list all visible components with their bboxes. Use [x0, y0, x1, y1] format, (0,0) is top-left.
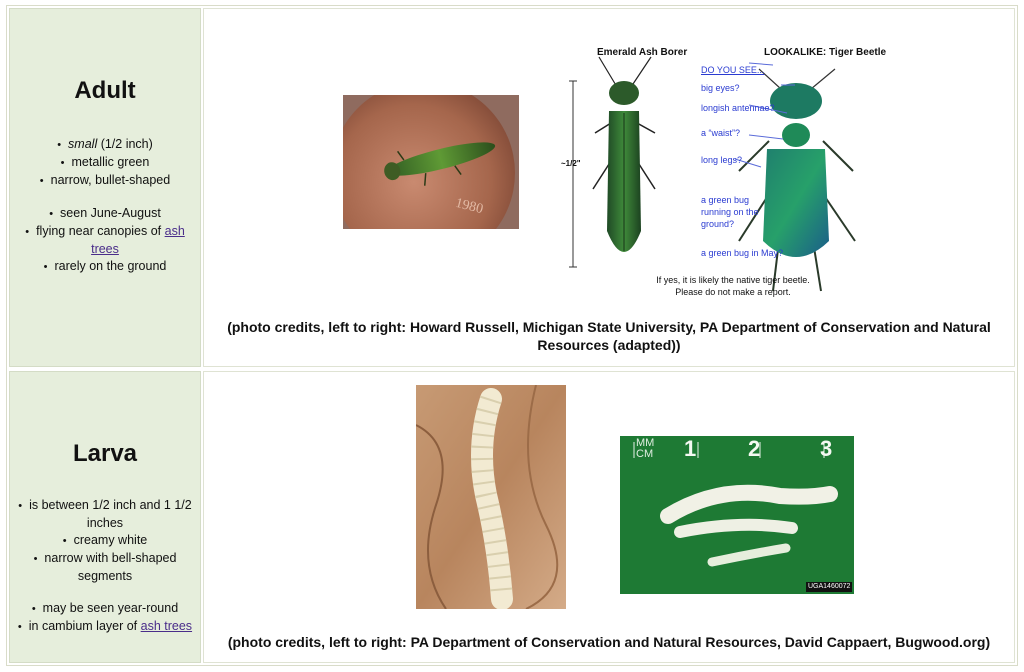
- question-green-bug-running-3: ground?: [701, 219, 735, 229]
- adult-sidebar: [9, 8, 201, 367]
- ruler-number-3: 3: [820, 436, 833, 461]
- list-item: • rarely on the ground: [10, 258, 200, 276]
- list-item: • seen June-August: [10, 205, 200, 223]
- adult-on-penny-photo: [343, 95, 519, 229]
- beetle-comparison-diagram: [559, 41, 899, 303]
- list-item: • creamy white: [10, 532, 200, 550]
- list-item: • flying near canopies of ash trees: [10, 223, 200, 258]
- larva-row: [7, 369, 1017, 665]
- photo-id-tag: UGA1460072: [808, 583, 851, 590]
- list-item: • is between 1/2 inch and 1 1/2 inches: [10, 497, 200, 532]
- question-long-legs: long legs?: [701, 155, 743, 165]
- diagram-title-tiger-beetle: LOOKALIKE: Tiger Beetle: [764, 47, 887, 58]
- question-waist: a “waist”?: [701, 128, 741, 138]
- larva-facts-list: [10, 497, 200, 636]
- ash-trees-link[interactable]: ash trees: [91, 224, 185, 256]
- ruler-mm: MM: [636, 437, 655, 449]
- larvae-on-ruler-photo: [620, 436, 854, 594]
- diagram-title-emerald-ash-borer: Emerald Ash Borer: [597, 47, 688, 58]
- list-item: • may be seen year-round: [10, 600, 200, 618]
- question-antennae: longish antennae?: [701, 103, 775, 113]
- ash-trees-link[interactable]: ash trees: [140, 619, 193, 633]
- adult-row: [7, 6, 1017, 369]
- list-item: • metallic green: [10, 154, 200, 172]
- diagram-note-2: Please do not make a report.: [675, 287, 791, 297]
- do-you-see-heading: DO YOU SEE...: [701, 65, 765, 75]
- ruler-number-2: 2: [748, 436, 761, 461]
- larva-in-bark-photo: [416, 385, 566, 609]
- larva-photos-cell: [203, 371, 1015, 663]
- larva-heading: Larva: [72, 440, 138, 467]
- list-item: • narrow with bell-shaped segments: [10, 550, 200, 585]
- penny-year: 1980: [453, 195, 485, 218]
- ruler-number-1: 1: [684, 436, 697, 461]
- list-item: • in cambium layer of ash trees: [10, 618, 200, 636]
- adult-photos-cell: [203, 8, 1015, 367]
- scale-label: ~1/2": [561, 159, 581, 168]
- adult-facts-list: [10, 136, 200, 276]
- larva-sidebar: [9, 371, 201, 663]
- question-green-bug-running-2: running on the: [701, 207, 759, 217]
- identification-table: [6, 5, 1018, 666]
- list-item: • narrow, bullet-shaped: [10, 172, 200, 190]
- larva-photo-credits: (photo credits, left to right: PA Department of Conservation and Natural Resources, David Cappaert, Bugwood.org): [227, 634, 991, 650]
- adult-photo-credits: (photo credits, left to right: Howard Russell, Michigan State University, PA Department of Conservation and Natural Resources (adapted)): [227, 319, 991, 353]
- diagram-note-1: If yes, it is likely the native tiger beetle.: [656, 275, 810, 285]
- question-big-eyes: big eyes?: [701, 83, 740, 93]
- list-item: • small (1/2 inch): [10, 136, 200, 154]
- ruler-cm: CM: [636, 448, 654, 460]
- question-green-bug-running-1: a green bug: [701, 195, 750, 205]
- adult-heading: Adult: [74, 77, 136, 104]
- question-green-bug-may: a green bug in May?: [701, 248, 784, 258]
